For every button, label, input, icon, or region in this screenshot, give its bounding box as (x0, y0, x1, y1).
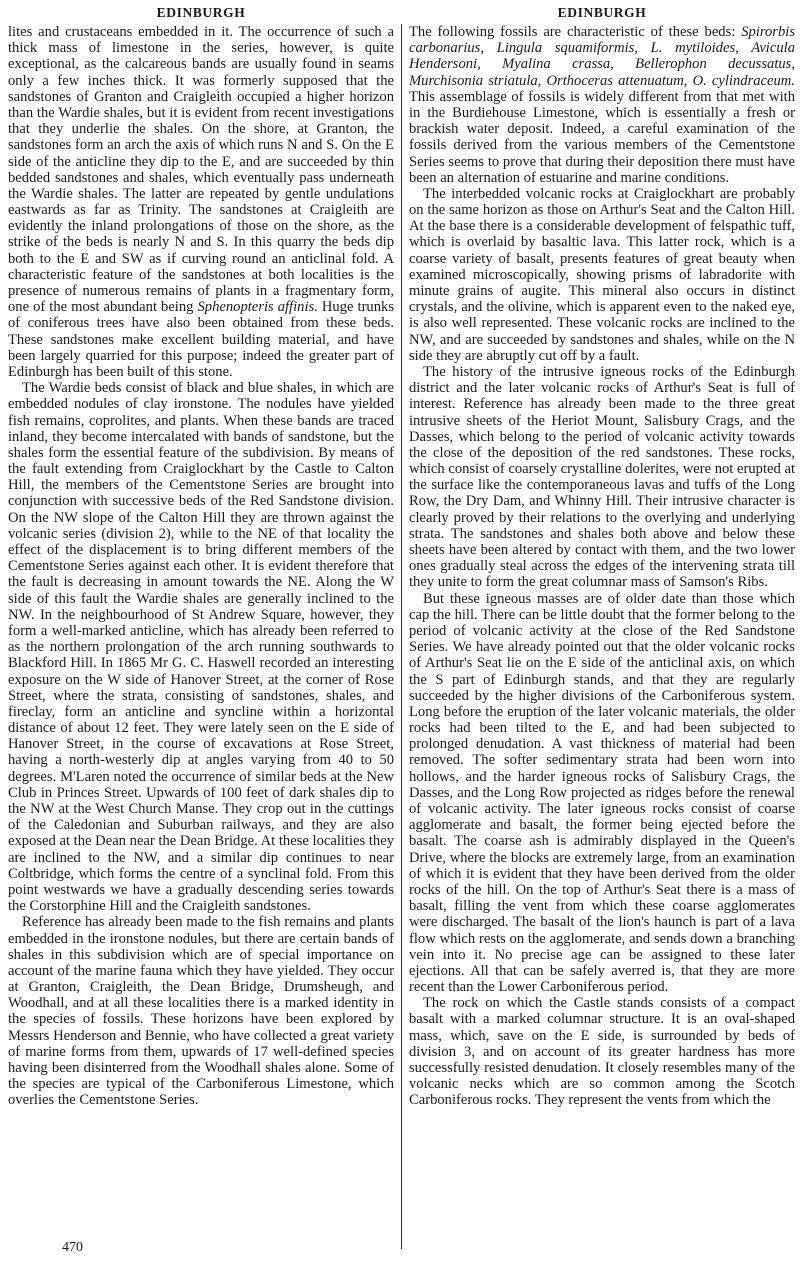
paragraph (8, 24, 394, 380)
body-text: The following fossils are characteristic of these beds: (409, 24, 742, 40)
body-text: Reference has already been made to the fish remains and plants embedded in the ironstone nodules, but there are certain bands of shales in this subdivision which are of special importance on account of the marine fauna which they have yielded. They occur at Granton, Craigleith, the Dean Bridge, Drumsheugh, and Woodhall, and at all these localities there is a marked identity in the species of fossils. These horizons have been explored by Messrs Henderson and Bennie, who have collected a great variety of marine forms from them, upwards of 17 well-defined species having been disinterred from the Woodhall shales alone. Some of the species are typical of the Carboniferous Limestone, which overlies the Cementstone Series. (8, 914, 394, 1109)
right-column-text (409, 24, 795, 1109)
left-column (8, 0, 394, 1109)
running-head-left: EDINBURGH (156, 5, 246, 20)
body-text: Huge trunks of coniferous trees have also been obtained from these beds. These sandstones make excellent building material, and have been largely quarried for this purpose; indeed the greater part of Edinburgh has been built of this stone. (8, 299, 394, 380)
running-head-right: EDINBURGH (557, 5, 647, 20)
page-number: 470 (62, 1240, 83, 1255)
body-text: The rock on which the Castle stands consists of a compact basalt with a marked columnar structure. It is an oval-shaped mass, which, save on the E side, is surrounded by beds of division 3, and on account of its greater hardness has more successfully resisted denudation. It closely resembles many of the volcanic necks which are so common among the Scotch Carboniferous rocks. They represent the vents from which the (409, 995, 795, 1109)
body-text: But these igneous masses are of older date than those which cap the hill. There can be little doubt that the former belong to the period of volcanic activity at the close of the Red Sandstone Series. We have already pointed out that the older volcanic rocks of Arthur's Seat lie on the E side of the anticlinal axis, on which the S part of Edinburgh stands, and that they are regularly succeeded by the higher divisions of the Carboniferous system. Long before the eruption of the later volcanic materials, the older rocks had been tilted to the E, and had been subjected to prolonged denudation. A vast thickness of material had been removed. The softer sedimentary strata had been worn into hollows, and the harder igneous rocks of Salisbury Crags, the Dasses, and the Long Row projected as ridges before the renewal of volcanic activity. The later igneous rocks consist of coarse agglomerate and basalt, the former being ejected before the basalt. The coarse ash is admirably displayed in the Queen's Drive, where the blocks are extremely large, from an examination of which it is evident that they have been derived from the older rocks of the hill. On the top of Arthur's Seat there is a mass of basalt, filling the vent from which these coarse agglomerates were discharged. The basalt of the lion's haunch is part of a lava flow which rests on the agglomerate, and sends down a branching vein into it. No precise age can be assigned to these later ejections. All that can be safely averred is, that they are more recent than the Lower Carboniferous period. (409, 590, 795, 996)
paragraph (409, 24, 795, 186)
paragraph (409, 995, 795, 1108)
column-divider (401, 24, 402, 1249)
paragraph (8, 914, 394, 1108)
paragraph (409, 364, 795, 591)
right-column (409, 0, 795, 1109)
left-column-text (8, 24, 394, 1109)
body-text: lites and crustaceans embedded in it. The occurrence of such a thick mass of limestone in the series, however, is quite exceptional, as the calcareous bands are usually found in seams only a few inches thick. It was formerly supposed that the sandstones of Granton and Craigleith occupied a higher horizon than the Wardie shales, but it is evident from recent investigations that they underlie the shales. On the shore, at Granton, the sandstones form an arch the axis of which runs N and S. On the E side of the anticline they dip to the E, and are succeeded by thin bedded sandstones and shales, which eventually pass underneath the Wardie shales. The latter are repeated by gentle undulations eastwards as far as Trinity. The sandstones at Craigleith are evidently the inland prolongations of those on the shore, as the strike of the beds is nearly N and S. In this quarry the beds dip both to the E and SW as if curving round an anticlinal fold. A characteristic feature of the sandstones at both localities is the presence of numerous remains of plants in a fragmentary form, one of the most abundant being (8, 24, 394, 316)
body-text: The interbedded volcanic rocks at Craiglockhart are probably on the same horizon as those on Arthur's Seat and the Calton Hill. At the base there is a considerable development of felspathic tuff, which is overlaid by basaltic lava. This latter rock, which is a coarse variety of basalt, presents features of great beauty when examined microscopically, showing prisms of labradorite with minute grains of augite. This mineral also occurs in distinct crystals, and the olivine, which is apparent even to the naked eye, is also well represented. These volcanic rocks are inclined to the NW, and are succeeded by sandstones and shales, while on the N side they are abruptly cut off by a fault. (409, 185, 795, 364)
paragraph (409, 591, 795, 996)
paragraph (409, 186, 795, 364)
body-text: The Wardie beds consist of black and blue shales, in which are embedded nodules of clay ironstone. The nodules have yielded fish remains, coprolites, and plants. When these bands are traced inland, they become intercalated with bands of sandstone, but the shales form the essential feature of the subdivision. By means of the fault extending from Craiglockhart by the Castle to Calton Hill, the members of the Cementstone Series are brought into conjunction with successive beds of the Red Sandstone division. On the NW slope of the Calton Hill they are thrown against the volcanic series (division 2), while to the NE of that locality the effect of the displacement is to bring different members of the Cementstone Series against each other. It is evident therefore that the fault is decreasing in amount towards the NE. Along the W side of this fault the Wardie shales are generally inclined to the NW. In the neighbourhood of St Andrew Square, however, they form a well-marked anticline, which has already been referred to as the northern prolongation of the arch running southwards to Blackford Hill. In 1865 Mr G. C. Haswell recorded an interesting exposure on the W side of Hanover Street, at the corner of Rose Street, where the strata, consisting of sandstones, shales, and fireclay, form an anticline and syncline within a horizontal distance of about 12 feet. They were lately seen on the E side of Hanover Street, in the course of excavations at Rose Street, having a north-westerly dip at angles varying from 40 to 50 degrees. M'Laren noted the occurrence of similar beds at the New Club in Princes Street. Upwards of 100 feet of dark shales dip to the NW at the West Church Manse. They crop out in the cuttings of the Caledonian and Suburban railways, and they are also exposed at the Dean near the Dean Bridge. At these localities they are inclined to the NW, and a similar dip continues to near Coltbridge, which forms the centre of a synclinal fold. From this point westwards we have a gradually descending series towards the Corstorphine Hill and the Craigleith sandstones. (8, 380, 394, 915)
body-text: The history of the intrusive igneous rocks of the Edinburgh district and the later volcanic rocks of Arthur's Seat is full of interest. Reference has already been made to the three great intrusive sheets of the Heriot Mount, Salisbury Crags, and the Dasses, which belong to the period of volcanic activity towards the close of the deposition of the red sandstones. These rocks, which consist of coarsely crystalline dolerites, were not erupted at the surface like the contemporaneous lavas and tuffs of the Long Row, the Dry Dam, and Whinny Hill. Their intrusive character is clearly proved by their relations to the overlying and underlying strata. The sandstones and shales both above and below these sheets have been altered by contact with them, and the two lower ones gradually steal across the edges of the intervening strata till they unite to form the great columnar mass of Samson's Ribs. (409, 363, 795, 591)
paragraph (8, 380, 394, 914)
italic-taxon-text: Spirorbis carbonarius, Lingula squamiformis, L. mytiloides, Avicula Hendersoni, Myalina crassa, Bellerophon decussatus, Murchisonia striatula, Orthoceras attenuatum, O. cylindraceum. (409, 24, 795, 89)
italic-taxon-text: Sphenopteris affinis. (197, 299, 318, 316)
body-text: This assemblage of fossils is widely different from that met with in the Burdiehouse Limestone, which is essentially a fresh or brackish water deposit. Indeed, a careful examination of the fossils derived from the various members of the Cementstone Series seems to prove that during their deposition there must have been an alternation of estuarine and marine conditions. (409, 88, 795, 186)
